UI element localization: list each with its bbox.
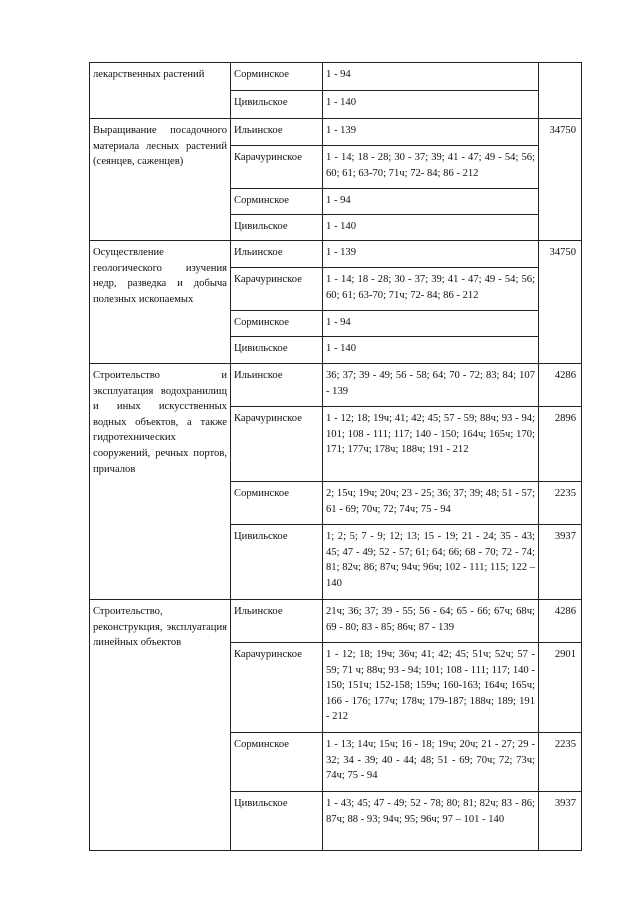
forest-use-table <box>89 62 582 851</box>
quarters-cell: 1 - 140 <box>323 337 539 364</box>
quarters-cell: 21ч; 36; 37; 39 - 55; 56 - 64; 65 - 66; 67ч; 68ч; 69 - 80; 83 - 85; 86ч; 87 - 139 <box>323 600 539 643</box>
forestry-cell: Ильинское <box>231 364 323 407</box>
quarters-cell: 1 - 14; 18 - 28; 30 - 37; 39; 41 - 47; 49 - 54; 56; 60; 61; 63-70; 71ч; 72- 84; 86 - 212 <box>323 268 539 311</box>
quarters-cell: 1 - 140 <box>323 215 539 241</box>
table-row <box>90 241 582 268</box>
area-cell: 34750 <box>539 241 582 364</box>
quarters-cell: 36; 37; 39 - 49; 56 - 58; 64; 70 - 72; 83; 84; 107 - 139 <box>323 364 539 407</box>
table-row <box>90 63 582 91</box>
area-cell: 3937 <box>539 792 582 851</box>
forestry-cell: Цивильское <box>231 215 323 241</box>
quarters-cell: 1 - 94 <box>323 311 539 337</box>
quarters-cell: 1 - 12; 18; 19ч; 36ч; 41; 42; 45; 51ч; 52ч; 57 - 59; 71 ч; 88ч; 93 - 94; 101; 108 - 111; 117; 140 - 150; 151ч; 152-158; 159ч; 160-163; 164ч; 165ч; 166 - 176; 177ч; 178ч; 179-187; 188ч; 189; 191 - 212 <box>323 643 539 733</box>
forestry-cell: Сорминское <box>231 733 323 792</box>
quarters-cell: 2; 15ч; 19ч; 20ч; 23 - 25; 36; 37; 39; 48; 51 - 57; 61 - 69; 70ч; 72; 74ч; 75 - 94 <box>323 482 539 525</box>
quarters-cell: 1 - 14; 18 - 28; 30 - 37; 39; 41 - 47; 49 - 54; 56; 60; 61; 63-70; 71ч; 72- 84; 86 - 212 <box>323 146 539 189</box>
quarters-cell: 1 - 94 <box>323 63 539 91</box>
quarters-cell: 1 - 140 <box>323 91 539 119</box>
activity-cell: Строительство, реконструкция, эксплуатация линейных объектов <box>90 600 231 851</box>
quarters-cell: 1; 2; 5; 7 - 9; 12; 13; 15 - 19; 21 - 24; 35 - 43; 45; 47 - 49; 52 - 57; 61; 64; 66; 68 - 70; 72 - 74; 81; 82ч; 86; 87ч; 94ч; 96ч; 102 - 111; 115; 122 – 140 <box>323 525 539 600</box>
forestry-cell: Цивильское <box>231 792 323 851</box>
forestry-cell: Сорминское <box>231 482 323 525</box>
forestry-cell: Цивильское <box>231 525 323 600</box>
forestry-cell: Ильинское <box>231 600 323 643</box>
activity-cell: лекарственных растений <box>90 63 231 119</box>
area-cell <box>539 63 582 119</box>
table-row <box>90 600 582 643</box>
area-cell: 34750 <box>539 119 582 241</box>
quarters-cell: 1 - 13; 14ч; 15ч; 16 - 18; 19ч; 20ч; 21 - 27; 29 - 32; 34 - 39; 40 - 44; 48; 51 - 69; 70ч; 72; 73ч; 74ч; 75 - 94 <box>323 733 539 792</box>
activity-cell: Осуществление геологического изучения недр, разведка и добыча полезных ископаемых <box>90 241 231 364</box>
forestry-cell: Ильинское <box>231 119 323 146</box>
forestry-cell: Сорминское <box>231 189 323 215</box>
forestry-cell: Карачуринское <box>231 268 323 311</box>
forestry-cell: Карачуринское <box>231 146 323 189</box>
area-cell: 4286 <box>539 600 582 643</box>
forestry-cell: Карачуринское <box>231 407 323 482</box>
quarters-cell: 1 - 94 <box>323 189 539 215</box>
area-cell: 4286 <box>539 364 582 407</box>
quarters-cell: 1 - 12; 18; 19ч; 41; 42; 45; 57 - 59; 88ч; 93 - 94; 101; 108 - 111; 117; 140 - 150; 164ч; 165ч; 170; 171; 177ч; 178ч; 188ч; 191 - 212 <box>323 407 539 482</box>
activity-cell: Выращивание посадочного материала лесных растений (сеянцев, саженцев) <box>90 119 231 241</box>
activity-cell: Строительство и эксплуатация водохранилищ и иных искусственных водных объектов, а также гидротехнических сооружений, речных портов, причалов <box>90 364 231 600</box>
forestry-cell: Цивильское <box>231 91 323 119</box>
area-cell: 2896 <box>539 407 582 482</box>
forestry-cell: Карачуринское <box>231 643 323 733</box>
forestry-cell: Ильинское <box>231 241 323 268</box>
area-cell: 3937 <box>539 525 582 600</box>
forestry-cell: Сорминское <box>231 63 323 91</box>
quarters-cell: 1 - 139 <box>323 119 539 146</box>
quarters-cell: 1 - 139 <box>323 241 539 268</box>
area-cell: 2235 <box>539 733 582 792</box>
table-row <box>90 364 582 407</box>
area-cell: 2901 <box>539 643 582 733</box>
table-row <box>90 119 582 146</box>
forestry-cell: Цивильское <box>231 337 323 364</box>
forestry-cell: Сорминское <box>231 311 323 337</box>
area-cell: 2235 <box>539 482 582 525</box>
quarters-cell: 1 - 43; 45; 47 - 49; 52 - 78; 80; 81; 82ч; 83 - 86; 87ч; 88 - 93; 94ч; 95; 96ч; 97 – 101 - 140 <box>323 792 539 851</box>
